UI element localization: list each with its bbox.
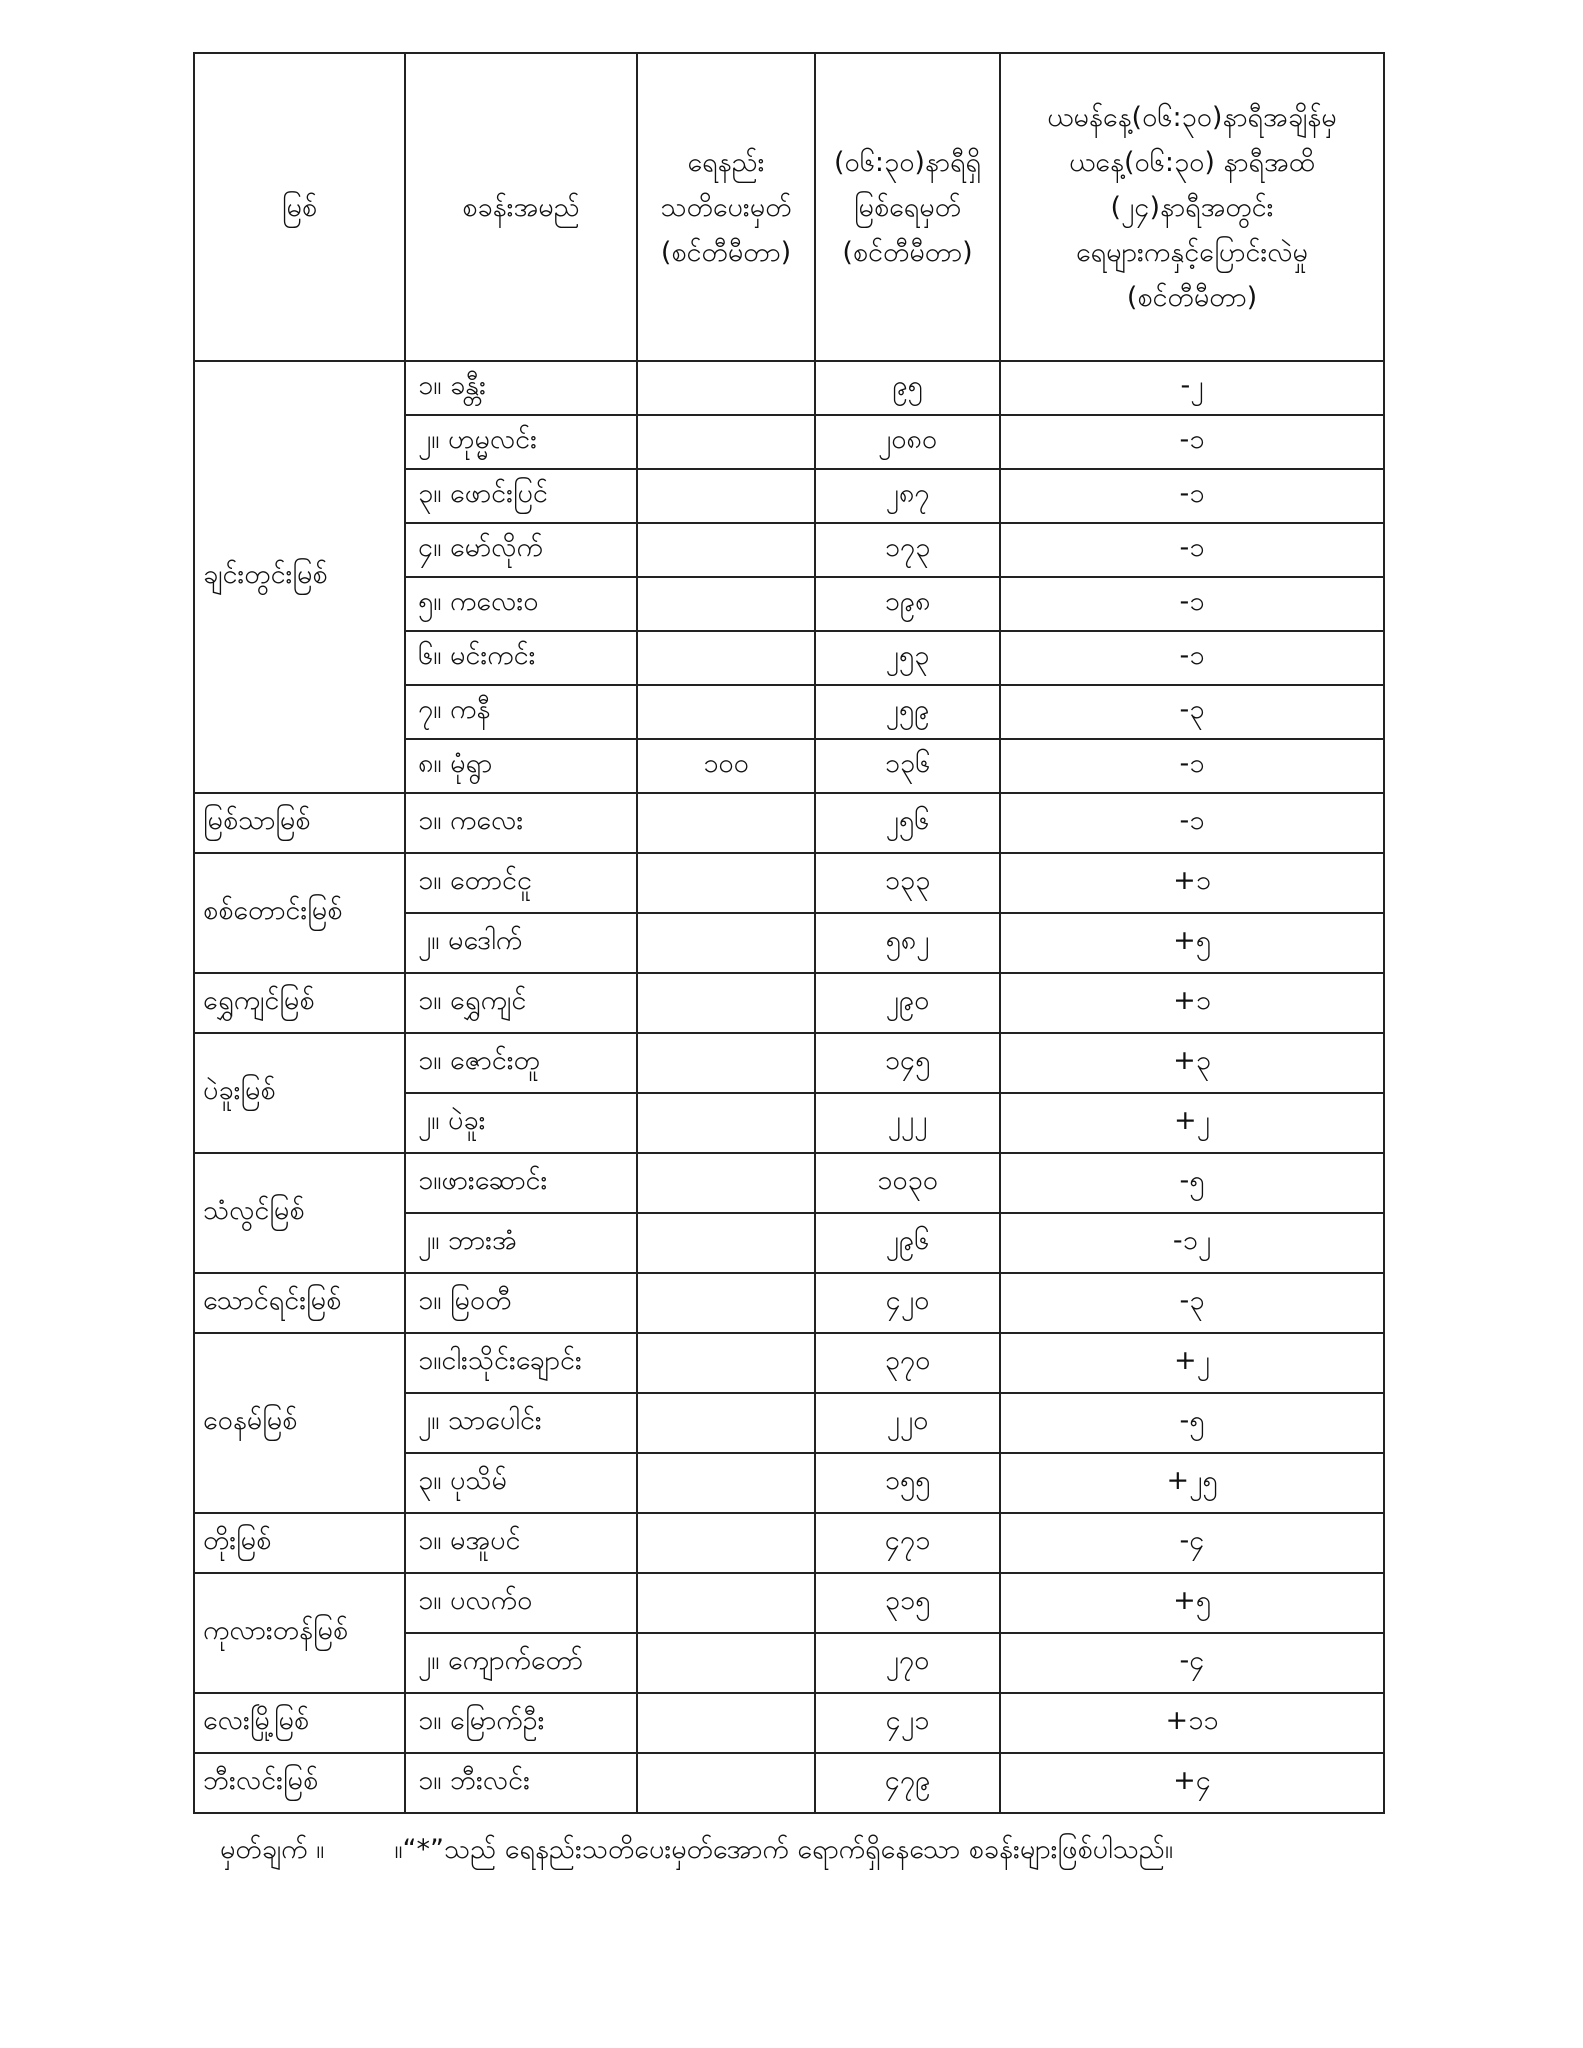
water-level: ၂၅၆ — [815, 793, 1000, 853]
danger-level — [637, 793, 815, 853]
level-change: +၂ — [1000, 1333, 1384, 1393]
level-change: -၄ — [1000, 1513, 1384, 1573]
level-change: -၄ — [1000, 1633, 1384, 1693]
level-change: -၅ — [1000, 1393, 1384, 1453]
water-level: ၄၂၁ — [815, 1693, 1000, 1753]
danger-level — [637, 1273, 815, 1333]
table-row — [194, 853, 1384, 913]
water-level: ၂၅၃ — [815, 631, 1000, 685]
danger-level — [637, 1753, 815, 1813]
station-name: ၁။ ဘီးလင်း — [405, 1753, 637, 1813]
station-name: ၁။ မြဝတီ — [405, 1273, 637, 1333]
danger-level — [637, 1513, 815, 1573]
table-row — [194, 1693, 1384, 1753]
table-row — [194, 361, 1384, 415]
level-change: -၁ — [1000, 631, 1384, 685]
danger-level — [637, 1333, 815, 1393]
station-name: ၁။ ရွှေကျင် — [405, 973, 637, 1033]
water-level: ၂၂၀ — [815, 1393, 1000, 1453]
water-level: ၂၀၈၀ — [815, 415, 1000, 469]
station-name: ၁။ မြောက်ဦး — [405, 1693, 637, 1753]
water-level: ၃၁၅ — [815, 1573, 1000, 1633]
table-row — [194, 1513, 1384, 1573]
station-name: ၃။ ဖောင်းပြင် — [405, 469, 637, 523]
level-change: +၅ — [1000, 1573, 1384, 1633]
footer-text: ။“*”သည် ရေနည်းသတိပေးမှတ်အောက် ရောက်ရှိနေသော စခန်းများဖြစ်ပါသည်။ — [394, 1834, 1174, 1865]
level-change: +၄ — [1000, 1753, 1384, 1813]
station-name: ၂။ သာပေါင်း — [405, 1393, 637, 1453]
danger-level — [637, 523, 815, 577]
station-name: ၁။ဖားဆောင်း — [405, 1153, 637, 1213]
danger-level — [637, 1033, 815, 1093]
danger-level — [637, 853, 815, 913]
station-name: ၄။ မော်လိုက် — [405, 523, 637, 577]
water-level: ၁၃၆ — [815, 739, 1000, 793]
water-level: ၁၄၅ — [815, 1033, 1000, 1093]
water-level: ၁၅၅ — [815, 1453, 1000, 1513]
danger-level — [637, 685, 815, 739]
station-name: ၁။ ဇောင်းတူ — [405, 1033, 637, 1093]
danger-level — [637, 913, 815, 973]
water-level: ၂၉၆ — [815, 1213, 1000, 1273]
table-row — [194, 1273, 1384, 1333]
level-change: +၂၅ — [1000, 1453, 1384, 1513]
water-level: ၉၅ — [815, 361, 1000, 415]
station-name: ၇။ ကနီ — [405, 685, 637, 739]
level-change: -၁ — [1000, 739, 1384, 793]
water-level: ၂၅၉ — [815, 685, 1000, 739]
station-name: ၁။ ခန္တီး — [405, 361, 637, 415]
danger-level — [637, 1393, 815, 1453]
header-station: စခန်းအမည် — [405, 53, 637, 361]
water-level: ၅၈၂ — [815, 913, 1000, 973]
danger-level — [637, 469, 815, 523]
water-level: ၄၂၀ — [815, 1273, 1000, 1333]
river-name: မြစ်သာမြစ် — [194, 793, 405, 853]
river-name: ကုလားတန်မြစ် — [194, 1573, 405, 1693]
water-level: ၁၃၃ — [815, 853, 1000, 913]
station-name: ၁။ တောင်ငူ — [405, 853, 637, 913]
table-row — [194, 1573, 1384, 1633]
station-name: ၅။ ကလေးဝ — [405, 577, 637, 631]
water-level: ၃၇၀ — [815, 1333, 1000, 1393]
danger-level — [637, 1573, 815, 1633]
header-water-level: (၀၆:၃၀)နာရီရှိ မြစ်ရေမှတ် (စင်တီမီတာ) — [815, 53, 1000, 361]
water-level: ၂၂၂ — [815, 1093, 1000, 1153]
station-name: ၁။ ကလေး — [405, 793, 637, 853]
level-change: -၃ — [1000, 1273, 1384, 1333]
footer-note — [220, 1832, 1173, 1872]
station-name: ၁။ ပလက်ဝ — [405, 1573, 637, 1633]
header-danger-level: ရေနည်း သတိပေးမှတ် (စင်တီမီတာ) — [637, 53, 815, 361]
station-name: ၈။ မုံရွာ — [405, 739, 637, 793]
danger-level — [637, 415, 815, 469]
water-level: ၂၇၀ — [815, 1633, 1000, 1693]
water-level: ၄၇၉ — [815, 1753, 1000, 1813]
level-change: -၃ — [1000, 685, 1384, 739]
table-row — [194, 1153, 1384, 1213]
level-change: +၁၁ — [1000, 1693, 1384, 1753]
station-name: ၂။ ပဲခူး — [405, 1093, 637, 1153]
level-change: +၃ — [1000, 1033, 1384, 1093]
level-change: -၁ — [1000, 523, 1384, 577]
water-level: ၁၇၃ — [815, 523, 1000, 577]
river-name: ဝေနမ်မြစ် — [194, 1333, 405, 1513]
water-level-table-container — [193, 52, 1383, 1814]
river-name: သံလွင်မြစ် — [194, 1153, 405, 1273]
water-level-table — [193, 52, 1385, 1814]
river-name: လေးမြို့မြစ် — [194, 1693, 405, 1753]
level-change: +၅ — [1000, 913, 1384, 973]
danger-level — [637, 1153, 815, 1213]
level-change: +၂ — [1000, 1093, 1384, 1153]
danger-level — [637, 1453, 815, 1513]
level-change: +၁ — [1000, 973, 1384, 1033]
table-row — [194, 1753, 1384, 1813]
table-row — [194, 793, 1384, 853]
river-name: စစ်တောင်းမြစ် — [194, 853, 405, 973]
station-name: ၂။ မဒေါက် — [405, 913, 637, 973]
level-change: -၅ — [1000, 1153, 1384, 1213]
danger-level — [637, 973, 815, 1033]
header-river: မြစ် — [194, 53, 405, 361]
table-row — [194, 1033, 1384, 1093]
table-row — [194, 1333, 1384, 1393]
danger-level — [637, 577, 815, 631]
river-name: ချင်းတွင်းမြစ် — [194, 361, 405, 793]
danger-level — [637, 631, 815, 685]
station-name: ၂။ ဘားအံ — [405, 1213, 637, 1273]
header-change: ယမန်နေ့(၀၆:၃၀)နာရီအချိန်မှ ယနေ့(၀၆:၃၀) နာရီအထိ (၂၄)နာရီအတွင်း ရေများကနှင့်ပြောင်းလဲမှု (စင်တီမီတာ) — [1000, 53, 1384, 361]
station-name: ၆။ မင်းကင်း — [405, 631, 637, 685]
danger-level — [637, 1693, 815, 1753]
level-change: +၁ — [1000, 853, 1384, 913]
water-level: ၄၇၁ — [815, 1513, 1000, 1573]
danger-level — [637, 361, 815, 415]
station-name: ၃။ ပုသိမ် — [405, 1453, 637, 1513]
station-name: ၂။ ဟုမ္မလင်း — [405, 415, 637, 469]
river-name: ပဲခူးမြစ် — [194, 1033, 405, 1153]
danger-level — [637, 1213, 815, 1273]
level-change: -၁ — [1000, 469, 1384, 523]
danger-level — [637, 1093, 815, 1153]
river-name: ရွှေကျင်မြစ် — [194, 973, 405, 1033]
river-name: သောင်ရင်းမြစ် — [194, 1273, 405, 1333]
level-change: -၁ — [1000, 577, 1384, 631]
danger-level: ၁၀၀ — [637, 739, 815, 793]
table-body — [194, 361, 1384, 1813]
water-level: ၁၀၃၀ — [815, 1153, 1000, 1213]
station-name: ၂။ ကျောက်တော် — [405, 1633, 637, 1693]
station-name: ၁။ မအူပင် — [405, 1513, 637, 1573]
level-change: -၁ — [1000, 415, 1384, 469]
footer-label: မှတ်ချက် ။ — [220, 1834, 325, 1865]
water-level: ၂၈၇ — [815, 469, 1000, 523]
level-change: -၁၂ — [1000, 1213, 1384, 1273]
level-change: -၁ — [1000, 793, 1384, 853]
level-change: -၂ — [1000, 361, 1384, 415]
river-name: တိုးမြစ် — [194, 1513, 405, 1573]
water-level: ၂၉၀ — [815, 973, 1000, 1033]
table-header-row — [194, 53, 1384, 361]
danger-level — [637, 1633, 815, 1693]
station-name: ၁။ငါးသိုင်းချောင်း — [405, 1333, 637, 1393]
river-name: ဘီးလင်းမြစ် — [194, 1753, 405, 1813]
water-level: ၁၉၈ — [815, 577, 1000, 631]
table-row — [194, 973, 1384, 1033]
